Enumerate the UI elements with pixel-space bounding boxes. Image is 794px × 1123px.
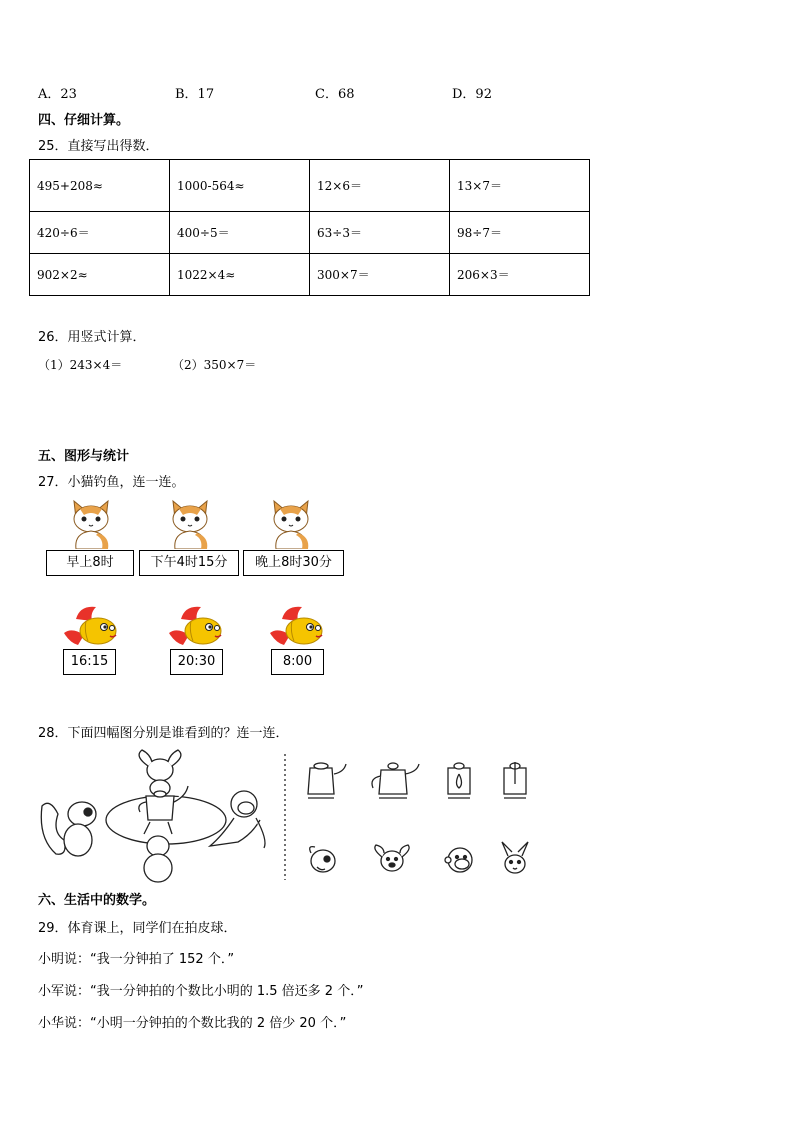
q29-line-1: 小明说：“我一分钟拍了 152 个．” [38, 952, 235, 967]
table-cell: 13×7＝ [450, 160, 590, 212]
dog-head-icon [372, 843, 412, 877]
fish-time-box: 20:30 [170, 649, 223, 675]
table-row [30, 160, 590, 212]
monkey-head-icon [442, 843, 478, 877]
cat-icon [68, 497, 114, 549]
rabbit-head-icon [498, 840, 532, 878]
fish-time-box: 8:00 [271, 649, 324, 675]
option-d: D．92 [452, 87, 492, 102]
cat-time-box: 早上8时 [46, 550, 134, 576]
q29-title: 29．体育课上，同学们在拍皮球． [38, 921, 237, 936]
table-cell: 420÷6＝ [30, 212, 170, 254]
section-6-title: 六、生活中的数学。 [38, 893, 156, 908]
calc-table [29, 159, 590, 296]
fish-icon [268, 605, 326, 649]
cat-time-box: 下午4时15分 [139, 550, 239, 576]
table-cell: 495+208≈ [30, 160, 170, 212]
table-cell: 1000-564≈ [170, 160, 310, 212]
option-c: C．68 [315, 87, 355, 102]
table-cell: 63÷3＝ [310, 212, 450, 254]
table-scene-illustration [38, 748, 274, 884]
table-cell: 300×7＝ [310, 254, 450, 296]
q26-item-1: （1）243×4＝ [38, 358, 123, 372]
teapot-view-icon [442, 758, 476, 802]
q26-item-2: （2）350×7＝ [172, 358, 257, 372]
squirrel-head-icon [305, 843, 339, 877]
q29-line-3: 小华说：“小明一分钟拍的个数比我的 2 倍少 20 个．” [38, 1016, 347, 1031]
option-a: A．23 [38, 87, 77, 102]
cat-icon [167, 497, 213, 549]
section-4-title: 四、仔细计算。 [38, 113, 130, 128]
q28-title: 28．下面四幅图分别是谁看到的？连一连． [38, 726, 289, 741]
table-cell: 12×6＝ [310, 160, 450, 212]
teapot-view-icon [298, 758, 348, 802]
option-b: B．17 [175, 87, 215, 102]
table-cell: 206×3＝ [450, 254, 590, 296]
q25-title: 25．直接写出得数． [38, 139, 159, 154]
table-cell: 98÷7＝ [450, 212, 590, 254]
section-5-title: 五、图形与统计 [38, 449, 130, 464]
cat-icon [268, 497, 314, 549]
fish-time-box: 16:15 [63, 649, 116, 675]
table-row [30, 254, 590, 296]
table-cell: 902×2≈ [30, 254, 170, 296]
dotted-divider [283, 754, 287, 880]
q29-line-2: 小军说：“我一分钟拍的个数比小明的 1.5 倍还多 2 个．” [38, 984, 364, 999]
q27-title: 27．小猫钓鱼，连一连。 [38, 475, 185, 490]
q26-title: 26．用竖式计算． [38, 330, 146, 345]
teapot-view-icon [367, 758, 421, 802]
table-cell: 1022×4≈ [170, 254, 310, 296]
fish-icon [62, 605, 120, 649]
table-row [30, 212, 590, 254]
cat-time-box: 晚上8时30分 [243, 550, 344, 576]
table-cell: 400÷5＝ [170, 212, 310, 254]
teapot-view-icon [498, 758, 532, 802]
fish-icon [167, 605, 225, 649]
